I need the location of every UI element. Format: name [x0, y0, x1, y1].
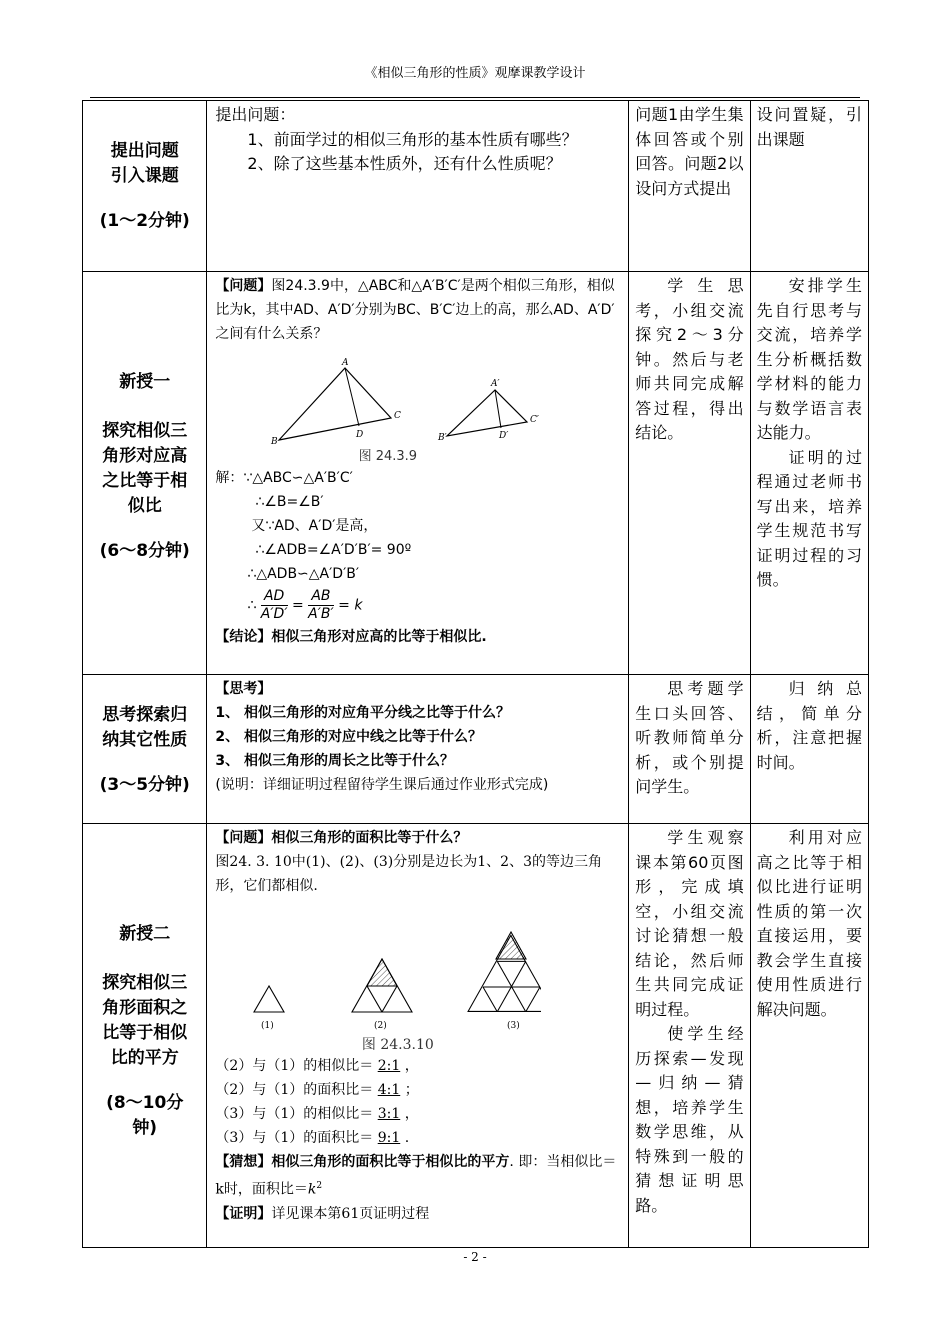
- fig-label-1: (1): [261, 1021, 275, 1031]
- solution-line: ∴∠B=∠B′: [255, 494, 324, 510]
- page-number: - 2 -: [463, 1250, 487, 1264]
- stage-time: (1～2分钟): [99, 211, 190, 231]
- frac-num: AB: [308, 588, 334, 606]
- design-intent: 归纳总结，简单分析，注意把握时间。: [756, 679, 862, 772]
- label-D: D: [356, 430, 364, 440]
- stage-line: 提出问题: [110, 141, 179, 161]
- content-cell: [207, 824, 629, 1248]
- problem-desc: 图24. 3. 10中(1)、(2)、(3)分别是边长为1、2、3的等边三角形，它们都相似.: [215, 854, 602, 894]
- therefore-symbol: ∴: [247, 597, 257, 614]
- content-cell: [207, 272, 629, 675]
- table-row: [83, 101, 869, 272]
- student-activity: 学生思考，小组交流探究2～3分钟。然后与老师共同完成解答过程，得出结论。: [635, 276, 744, 442]
- stage-time: (8～10分钟): [106, 1093, 184, 1138]
- think-item: 2、 相似三角形的对应中线之比等于什么？: [215, 729, 483, 745]
- stage-cell: [83, 675, 207, 824]
- label-B: B: [271, 437, 279, 447]
- question-2: 2、除了这些基本性质外，还有什么性质呢？: [247, 154, 562, 173]
- design-intent: 安排学生先自行思考与交流，培养学生分析概括数学材料的能力与数学语言表达能力。: [756, 276, 862, 442]
- guess-tag: 【猜想】: [215, 1154, 272, 1170]
- solution-line: ∴∠ADB=∠A′D′B′= 90º: [255, 542, 412, 558]
- fill-line: [215, 1102, 620, 1126]
- intent-cell: [750, 675, 868, 824]
- fill-suffix: ，: [404, 1106, 419, 1122]
- fig-label-3: (3): [507, 1021, 521, 1031]
- problem-tag: 【问题】: [215, 830, 272, 846]
- design-intent: 证明的过程通过老师书写出来，培养学生规范书写证明过程的习惯。: [756, 447, 862, 589]
- student-cell: [629, 101, 750, 272]
- student-cell: [629, 824, 750, 1248]
- table-row: [83, 272, 869, 675]
- label-A-prime: A′: [491, 379, 500, 389]
- label-D-prime: D′: [499, 431, 509, 441]
- fill-answer: 9:1: [377, 1130, 401, 1146]
- stage-line: 角形面积之: [102, 998, 188, 1018]
- label-A: A: [342, 358, 349, 368]
- figure-caption: 图 24.3.10: [361, 1037, 434, 1053]
- intent-cell: [750, 272, 868, 675]
- guess-bold: 相似三角形的面积比等于相似比的平方: [271, 1154, 510, 1170]
- intent-cell: [750, 824, 868, 1248]
- think-item: 1、 相似三角形的对应角平分线之比等于什么？: [215, 705, 511, 721]
- table-row: [83, 824, 869, 1248]
- problem-tag: 【问题】: [215, 278, 272, 294]
- solution-line: 解：∵△ABC∽△A′B′C′: [215, 470, 353, 486]
- stage-line: 似比: [127, 496, 162, 516]
- label-B-prime: B′: [438, 433, 448, 443]
- fill-suffix: ，: [404, 1058, 419, 1074]
- problem-text: 图24.3.9中，△ABC和△A′B′C′是两个相似三角形，相似比为k，其中AD、A′D′分别为BC、B′C′边上的高，那么AD、A′D′之间有什么关系？: [215, 278, 615, 342]
- stage-time: (6～8分钟): [99, 541, 190, 561]
- solution-line: ∴△ADB∽△A′D′B′: [247, 566, 360, 582]
- fill-prefix: （2）与（1）的相似比＝: [215, 1058, 374, 1074]
- student-cell: [629, 272, 750, 675]
- similar-triangles-figure: [259, 356, 549, 448]
- intent-cell: [750, 101, 868, 272]
- proof-text: 详见课本第61页证明过程: [271, 1205, 430, 1222]
- stage-line: 思考探索归: [102, 705, 188, 725]
- conclusion-tag: 【结论】: [215, 629, 272, 645]
- student-activity: 学生观察课本第60页图形，完成填空，小组交流讨论猜想一般结论，然后师生共同完成证明过程。: [635, 828, 744, 1019]
- stage-title: 新授二: [119, 924, 171, 944]
- lesson-table: [82, 100, 869, 1248]
- stage-cell: [83, 272, 207, 675]
- fill-prefix: （2）与（1）的面积比＝: [215, 1082, 374, 1098]
- think-tag: 【思考】: [215, 681, 272, 697]
- table-row: [83, 675, 869, 824]
- design-intent: 设问置疑，引出课题: [756, 105, 862, 149]
- stage-cell: [83, 101, 207, 272]
- stage-line: 引入课题: [110, 166, 179, 186]
- page-header: 《相似三角形的性质》观摩课教学设计: [364, 66, 586, 81]
- fill-line: [215, 1078, 620, 1102]
- header-rule: [90, 97, 860, 98]
- fill-answer: 2:1: [377, 1058, 401, 1074]
- student-activity: 思考题学生口头回答、听教师简单分析，或个别提问学生。: [635, 679, 744, 796]
- content-cell: [207, 675, 629, 824]
- question-1: 1、前面学过的相似三角形的基本性质有哪些？: [247, 129, 578, 149]
- fill-suffix: ；: [404, 1082, 419, 1098]
- fill-line: [215, 1126, 620, 1150]
- fill-line: [215, 1054, 620, 1078]
- guess-rest: . 即：当相似比＝k时，面积比＝: [215, 1154, 617, 1198]
- stage-line: 之比等于相: [102, 471, 188, 491]
- fig-label-2: (2): [374, 1021, 388, 1031]
- conclusion-text: 相似三角形对应高的比等于相似比.: [271, 629, 487, 645]
- student-activity: 问题1由学生集体回答或个别回答。问题2以设问方式提出: [635, 105, 744, 198]
- stage-time: (3～5分钟): [99, 775, 190, 795]
- stage-line: 比等于相似: [102, 1023, 188, 1043]
- figure-caption: 图 24.3.9: [358, 449, 418, 464]
- think-item: 3、 相似三角形的周长之比等于什么？: [215, 753, 455, 769]
- content-cell: [207, 101, 629, 272]
- guess-exponent: 2: [316, 1181, 323, 1191]
- problem-text: 相似三角形的面积比等于什么？: [271, 830, 468, 846]
- frac-num: AD: [261, 588, 288, 606]
- fill-prefix: （3）与（1）的面积比＝: [215, 1130, 374, 1146]
- fill-answer: 4:1: [377, 1082, 401, 1098]
- label-C-prime: C′: [530, 415, 540, 425]
- stage-line: 探究相似三: [102, 973, 188, 993]
- frac-den: A′B′: [308, 606, 334, 622]
- ratio-equation: ∴ $\frac{AD}{A'D'}$ = $\frac{AB}{A'B'}$ = k: [247, 588, 363, 622]
- frac-k: = k: [338, 597, 363, 614]
- guess-k: k: [307, 1181, 317, 1198]
- think-note: (说明：详细证明过程留待学生课后通过作业形式完成): [215, 777, 549, 793]
- stage-line: 纳其它性质: [102, 730, 188, 750]
- label-C: C: [394, 411, 402, 421]
- frac-den: A′D′: [260, 606, 288, 622]
- fill-prefix: （3）与（1）的相似比＝: [215, 1106, 374, 1122]
- stage-line: 比的平方: [110, 1048, 179, 1068]
- equilateral-triangles-figure: [241, 906, 541, 1036]
- stage-title: 新授一: [119, 372, 171, 392]
- student-activity: 使学生经历探索—发现—归纳—猜想，培养学生数学思维，从特殊到一般的猜想证明思路。: [635, 1024, 744, 1215]
- content-intro: 提出问题：: [215, 105, 296, 124]
- design-intent: 利用对应高之比等于相似比进行证明性质的第一次直接运用，要教会学生直接使用性质进行解决问题。: [756, 828, 862, 1019]
- solution-line: 又∵AD、A′D′是高，: [251, 518, 378, 534]
- stage-line: 探究相似三: [102, 421, 188, 441]
- fill-suffix: .: [404, 1130, 410, 1146]
- fill-answer: 3:1: [377, 1106, 401, 1122]
- proof-tag: 【证明】: [215, 1205, 272, 1222]
- student-cell: [629, 675, 750, 824]
- stage-line: 角形对应高: [102, 446, 188, 466]
